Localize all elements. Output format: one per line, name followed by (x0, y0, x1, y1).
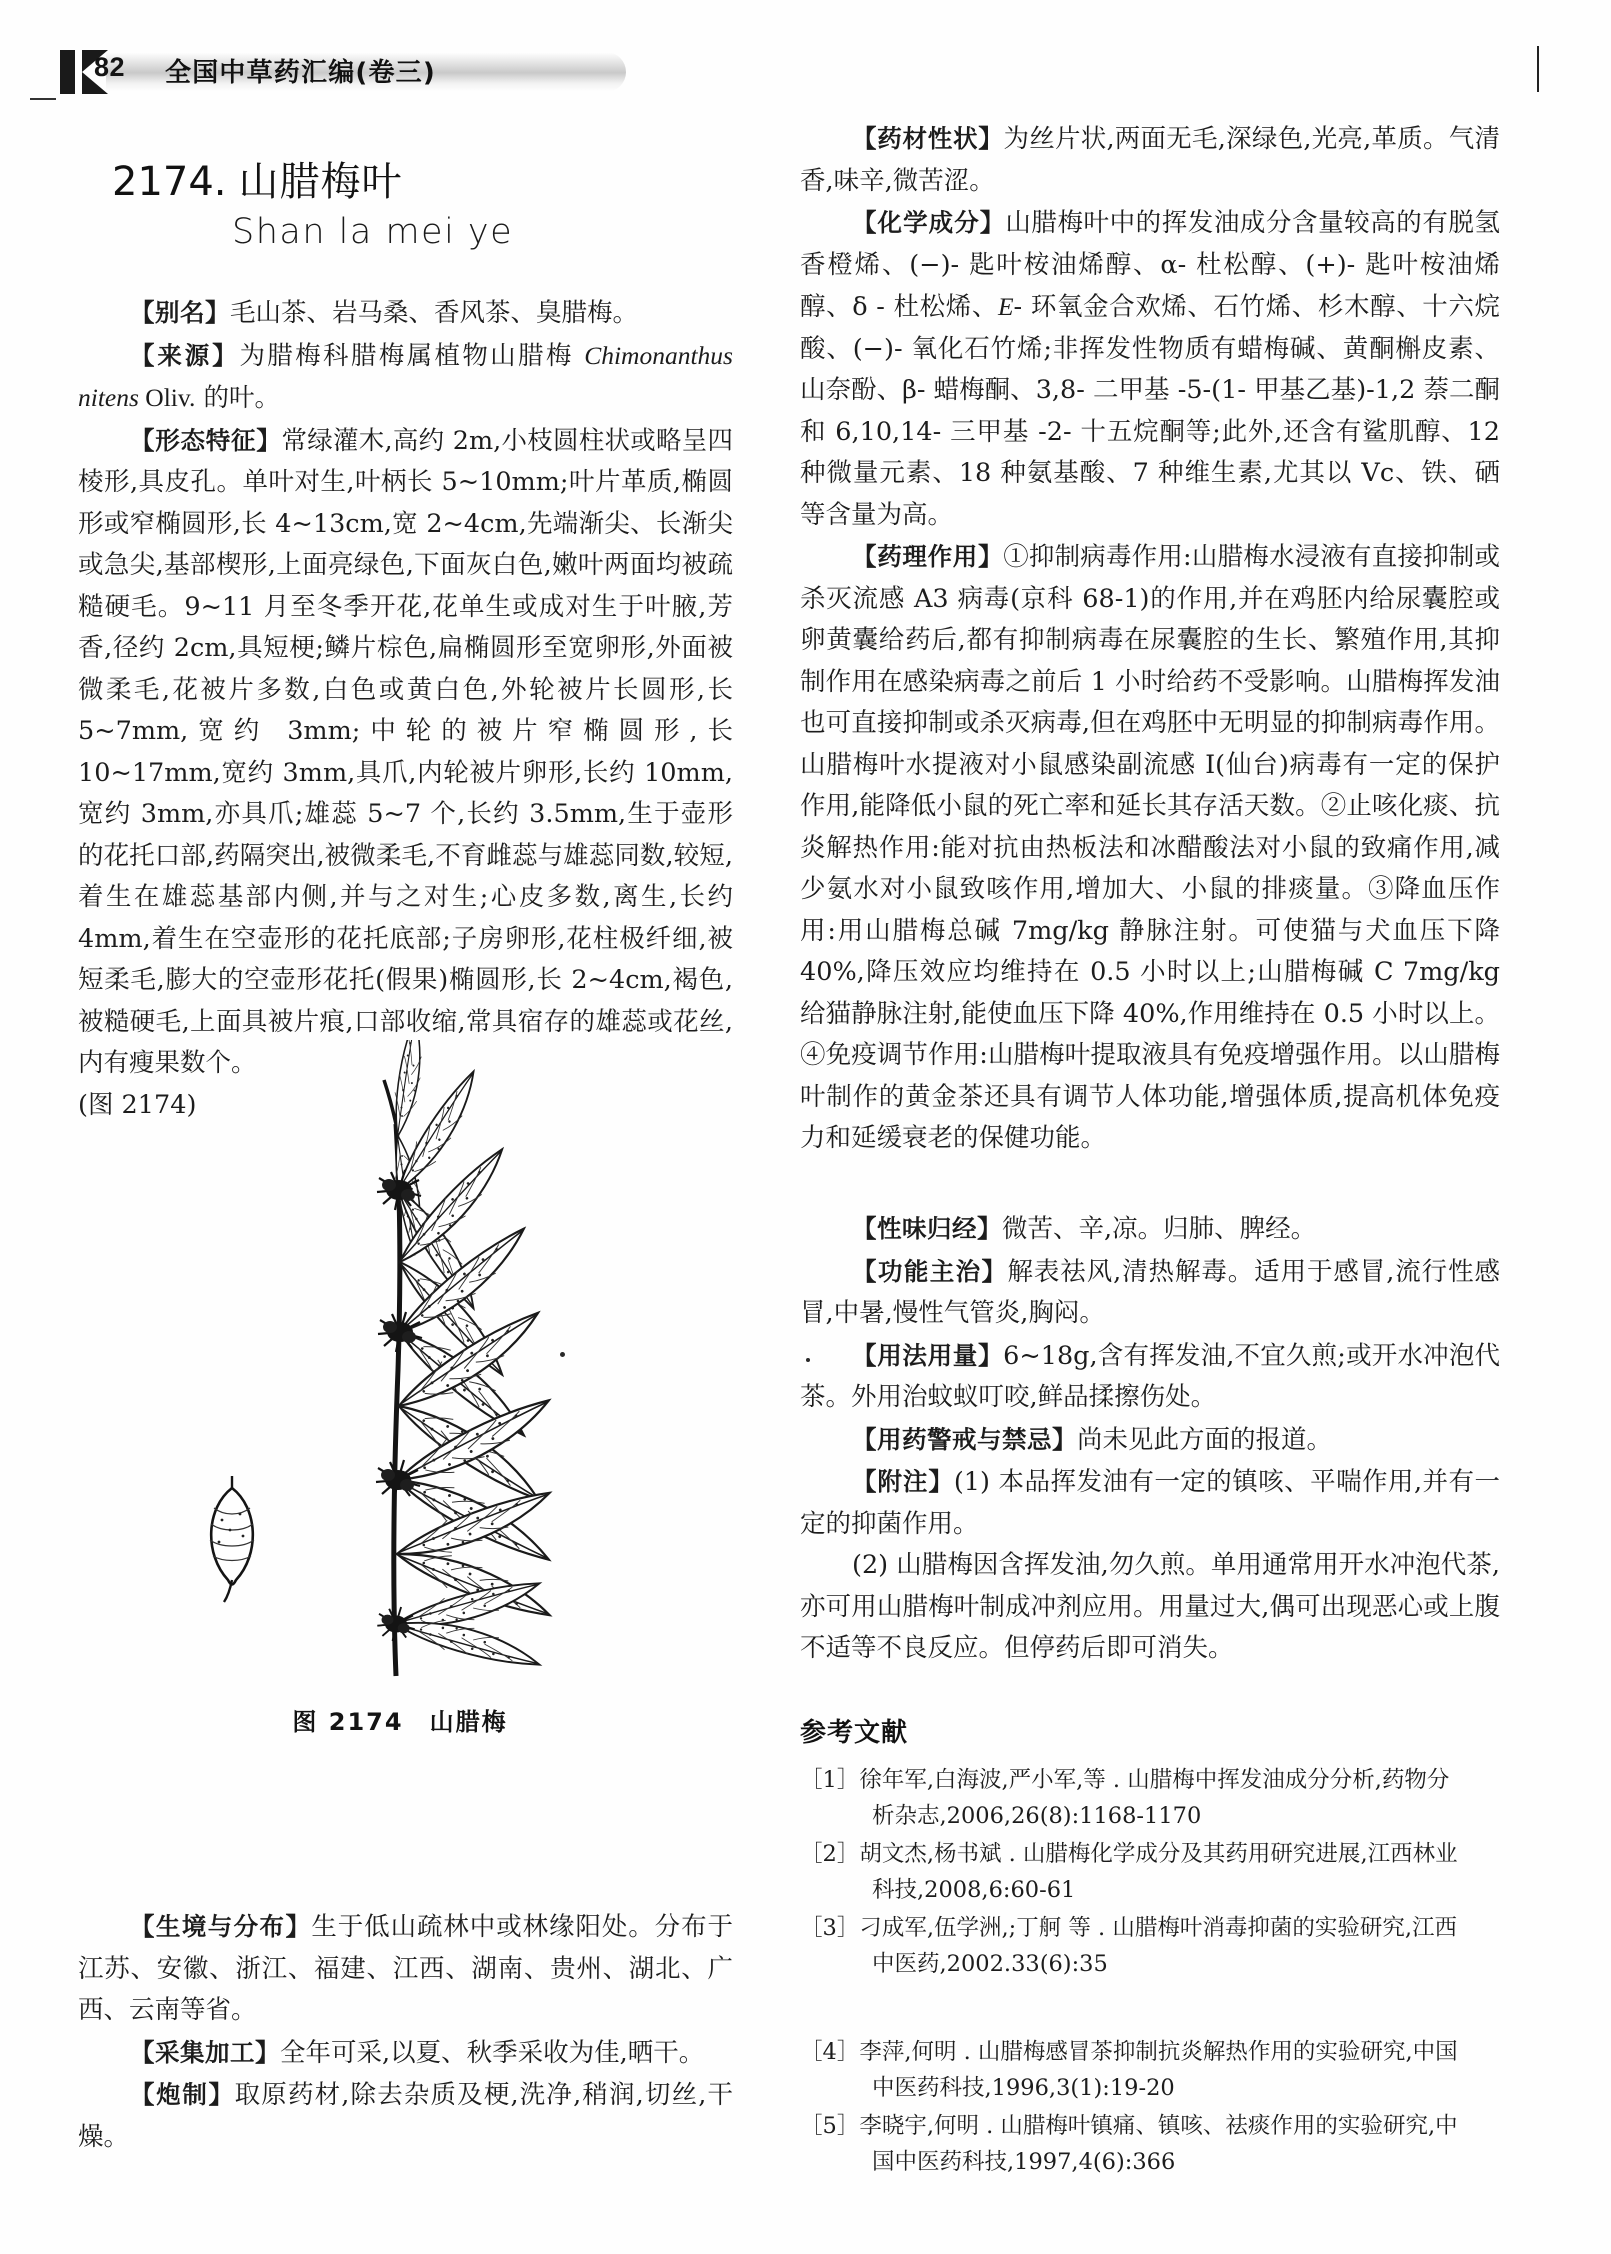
reference-number: ［1］ (800, 1767, 860, 1793)
section-source-text-before: 为腊梅科腊梅属植物山腊梅 (239, 340, 585, 371)
scientific-name: Chimonanthus nitens (78, 340, 733, 412)
section-collection-label: 【采集加工】 (130, 2037, 280, 2067)
reference-text: 胡文杰,杨书斌 . 山腊梅化学成分及其药用研究进展,江西林业科技,2008,6:60-61 (859, 1841, 1458, 1903)
section-medicinal-character-text: 为丝片状,两面无毛,深绿色,光亮,革质。气清香,味辛,微苦涩。 (800, 124, 1500, 196)
reference-number: ［2］ (800, 1841, 860, 1867)
section-processing-label: 【炮制】 (130, 2080, 235, 2109)
left-column-body-bottom (78, 1906, 733, 2158)
section-collection-text: 全年可采,以夏、秋季采收为佳,晒干。 (280, 2037, 705, 2068)
section-chemistry (800, 202, 1500, 536)
reference-text: 李萍,何明 . 山腊梅感冒茶抑制抗炎解热作用的实验研究,中国中医药科技,1996,3(1):19-20 (859, 2039, 1458, 2101)
section-source (78, 335, 733, 420)
header-rule-bars (60, 50, 70, 94)
reference-item (800, 2034, 1460, 2106)
section-processing (78, 2074, 733, 2158)
section-notes-label: 【附注】 (852, 1467, 954, 1496)
reference-item (800, 1762, 1460, 1834)
figure-reference: (图 2174) (78, 1089, 197, 1120)
section-habitat-label: 【生境与分布】 (130, 1912, 312, 1941)
left-column-body-top (78, 292, 733, 1126)
entry-title (112, 150, 403, 207)
section-indications (800, 1251, 1500, 1335)
section-pharmacology-text: ①抑制病毒作用:山腊梅水浸液有直接抑制或杀灭流感 A3 病毒(京科 68-1)的作用,并在鸡胚内给尿囊腔或卵黄囊给药后,都有抑制病毒在尿囊腔的生长、繁殖作用,其抑制作用在感染病毒之前后 1 小时给药不受影响。山腊梅挥发油也可直接抑制或杀灭病毒,但在鸡胚中无明显的抑制病毒作用。山腊梅叶水提液对小鼠感染副流感 I(仙台)病毒有一定的保护作用,能降低小鼠的死亡率和延长其存活天数。②止咳化痰、抗炎解热作用:能对抗由热板法和冰醋酸法对小鼠的致痛作用,减少氨水对小鼠致咳作用,增加大、小鼠的排痰量。③降血压作用:用山腊梅总碱 7mg/kg 静脉注射。可使猫与犬血压下降 40%,降压效应均维持在 0.5 小时以上;山腊梅碱 C 7mg/kg 给猫静脉注射,能使血压下降 40%,作用维持在 0.5 小时以上。④免疫调节作用:山腊梅叶提取液具有免疫增强作用。以山腊梅叶制作的黄金茶还具有调节人体功能,增强体质,提高机体免疫力和延缓衰老的保健功能。 (800, 542, 1501, 1153)
section-collection (78, 2032, 733, 2075)
references-list-continued (800, 2034, 1460, 2182)
section-dosage-label: 【用法用量】 (852, 1340, 1004, 1370)
section-habitat-text: 生于低山疏林中或林缘阳处。分布于江苏、安徽、浙江、福建、江西、湖南、贵州、湖北、广西、云南等省。 (78, 1912, 733, 2025)
section-morphology-text: 常绿灌木,高约 2m,小枝圆柱状或略呈四棱形,具皮孔。单叶对生,叶柄长 5~10mm;叶片革质,椭圆形或窄椭圆形,长 4~13cm,宽 2~4cm,先端渐尖、长渐尖或急尖,基部楔形,上面亮绿色,下面灰白色,嫩叶两面均被疏糙硬毛。9~11 月至冬季开花,花单生或成对生于叶腋,芳香,径约 2cm,具短梗;鳞片棕色,扁椭圆形至宽卵形,外面被微柔毛,花被片多数,白色或黄白色,外轮被片长圆形,长 5~7mm,宽约 3mm;中轮的被片窄椭圆形,长 10~17mm,宽约 3mm,具爪,内轮被片卵形,长约 10mm,宽约 3mm,亦具爪;雄蕊 5~7 个,长约 3.5mm,生于壶形的花托口部,药隔突出,被微柔毛,不育雌蕊与雄蕊同数,较短,着生在雄蕊基部内侧,并与之对生;心皮多数,离生,长约 4mm,着生在空壶形的花托底部;子房卵形,花柱极纤细,被短柔毛,膨大的空壶形花托(假果)椭圆形,长 2~4cm,褐色,被糙硬毛,上面具被片痕,口部收缩,常具宿存的雄蕊或花丝,内有瘦果数个。 (78, 425, 733, 1078)
section-notes-item-1: (1) 本品挥发油有一定的镇咳、平喘作用,并有一定的抑菌作用。 (800, 1467, 1500, 1539)
botanical-illustration (100, 1040, 700, 1700)
section-cautions-text: 尚未见此方面的报道。 (1077, 1424, 1333, 1455)
section-chemistry-text-2: - 环氧金合欢烯、石竹烯、杉木醇、十六烷酸、(−)- 氧化石竹烯;非挥发性物质有蜡梅碱、黄酮槲皮素、山奈酚、β- 蜡梅酮、3,8- 二甲基 -5-(1- 甲基乙基)-1,2 萘二酮和 6,10,14- 三甲基 -2- 十五烷酮等;此外,还含有鲨肌醇、12 种微量元素、18 种氨基酸、7 种维生素,尤其以 Vc、铁、硒等含量为高。 (800, 292, 1500, 530)
section-taste-meridian-text: 微苦、辛,凉。归肺、脾经。 (1002, 1214, 1317, 1244)
figure-number: 图 2174 (292, 1708, 404, 1736)
reference-item (800, 1910, 1460, 1982)
right-column-body (800, 118, 1500, 1160)
entry-number: 2174. (112, 159, 227, 205)
entry-name-cn: 山腊梅叶 (238, 159, 403, 205)
reference-text: 李晓宇,何明 . 山腊梅叶镇痛、镇咳、祛痰作用的实验研究,中国中医药科技,1997,4(6):366 (859, 2113, 1458, 2175)
reference-item (800, 2108, 1460, 2180)
section-habitat (78, 1906, 733, 2032)
section-pharmacology-label: 【药理作用】 (852, 542, 1004, 571)
book-title: 全国中草药汇编(卷三) (165, 58, 436, 88)
reference-text: 刁成军,伍学洲,;丁舸 等 . 山腊梅叶消毒抑菌的实验研究,江西中医药,2002.33(6):35 (859, 1915, 1457, 1977)
section-medicinal-character (800, 118, 1500, 202)
section-medicinal-character-label: 【药材性状】 (852, 124, 1004, 153)
references-heading: 参考文献 (800, 1718, 909, 1748)
section-notes-1 (800, 1461, 1500, 1545)
references-list (800, 1762, 1460, 1984)
page-number: 82 (94, 52, 126, 82)
section-indications-label: 【功能主治】 (852, 1256, 1008, 1286)
section-alias-label: 【别名】 (130, 298, 230, 327)
section-chemistry-text-1: 山腊梅叶中的挥发油成分含量较高的有脱氢香橙烯、(−)- 匙叶桉油烯醇、α- 杜松醇、(+)- 匙叶桉油烯醇、δ - 杜松烯、 (800, 208, 1500, 322)
figure-caption (100, 1702, 700, 1737)
section-cautions (800, 1419, 1500, 1462)
section-indications-text: 解表祛风,清热解毒。适用于感冒,流行性感冒,中暑,慢性气管炎,胸闷。 (800, 1256, 1500, 1328)
section-notes-item-2: (2) 山腊梅因含挥发油,勿久煎。单用通常用开水冲泡代茶,亦可用山腊梅叶制成冲剂应用。用量过大,偶可出现恶心或上腹不适等不良反应。但停药后即可消失。 (800, 1550, 1500, 1663)
chem-italic-e: E (997, 292, 1014, 321)
left-margin-rule (30, 98, 56, 100)
section-morphology-label: 【形态特征】 (130, 425, 282, 455)
section-pharmacology (800, 536, 1500, 1160)
section-notes-2 (800, 1545, 1500, 1670)
section-alias (78, 292, 733, 335)
section-processing-text: 取原药材,除去杂质及梗,洗净,稍润,切丝,干燥。 (78, 2080, 734, 2152)
section-alias-text: 毛山茶、岩马桑、香风茶、臭腊梅。 (230, 298, 639, 328)
reference-number: ［3］ (800, 1915, 860, 1941)
reference-item (800, 1836, 1460, 1908)
entry-pinyin: Shan la mei ye (232, 212, 514, 252)
section-source-label: 【来源】 (130, 340, 240, 370)
taxonomic-authority: Oliv. (138, 383, 196, 412)
section-dosage (800, 1335, 1500, 1419)
section-morphology (78, 420, 733, 1085)
section-dosage-text: 6~18g,含有挥发油,不宜久煎;或开水冲泡代茶。外用治蚊蚁叮咬,鲜品揉擦伤处。 (800, 1340, 1501, 1412)
plant-drawing-svg (100, 1040, 700, 1700)
section-chemistry-label: 【化学成分】 (852, 208, 1006, 237)
section-taste-meridian (800, 1208, 1500, 1251)
right-column-body-2 (800, 1208, 1500, 1670)
stray-mark (560, 1352, 565, 1357)
running-head (60, 46, 630, 98)
reference-number: ［5］ (800, 2113, 860, 2139)
reference-text: 徐年军,白海波,严小军,等 . 山腊梅中挥发油成分分析,药物分析杂志,2006,26(8):1168-1170 (859, 1767, 1450, 1829)
section-source-text-after: 的叶。 (195, 383, 280, 413)
figure-title: 山腊梅 (429, 1708, 508, 1736)
corner-rule (1537, 46, 1539, 92)
reference-number: ［4］ (800, 2039, 860, 2065)
section-taste-meridian-label: 【性味归经】 (852, 1214, 1002, 1243)
section-cautions-label: 【用药警戒与禁忌】 (852, 1424, 1077, 1454)
